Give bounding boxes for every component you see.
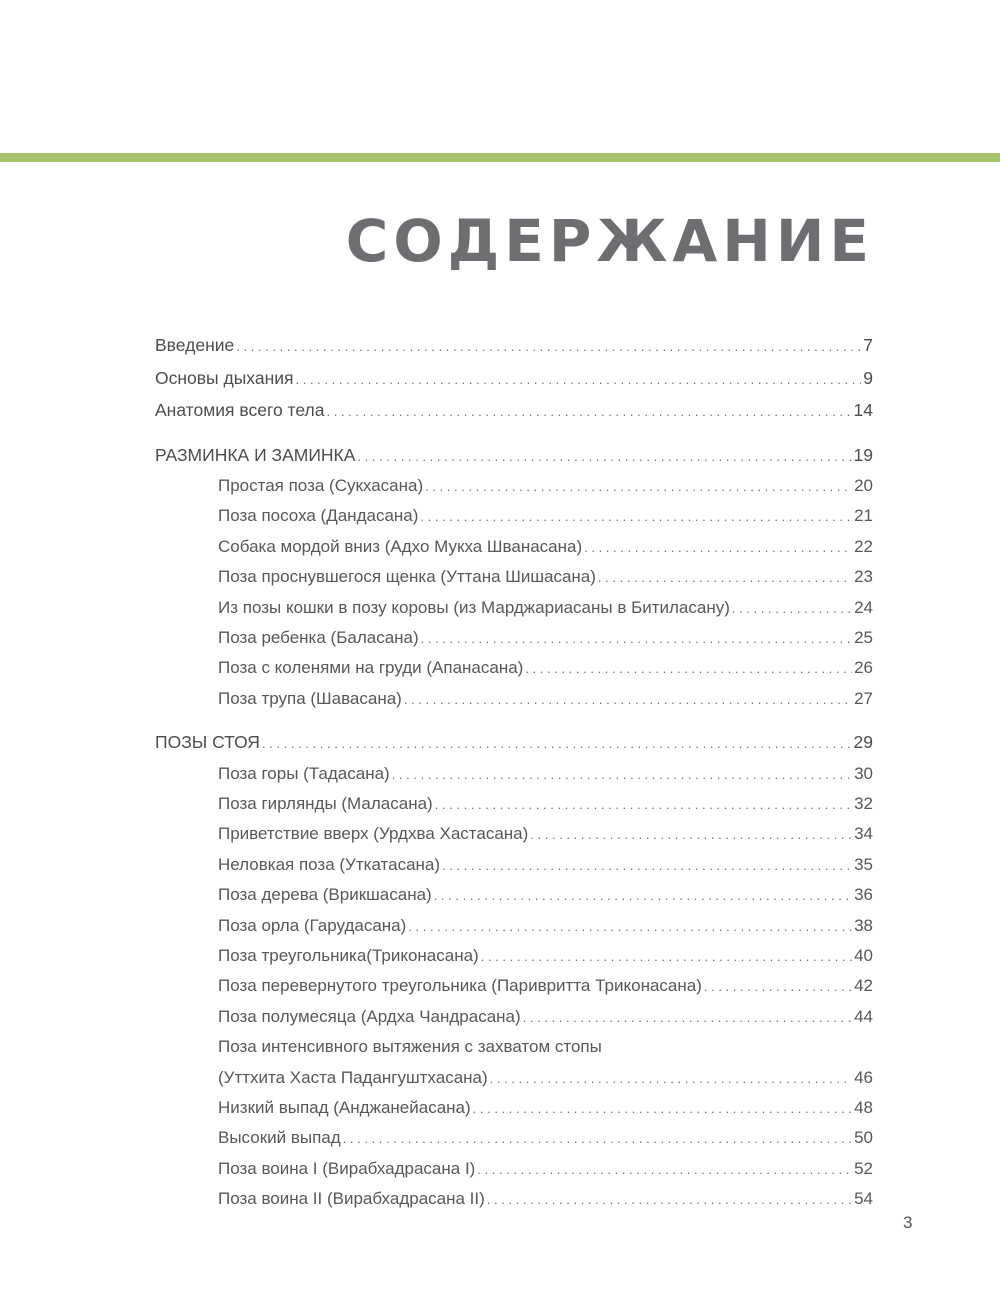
toc-entry-label: Низкий выпад (Анджанейасана) (218, 1097, 471, 1117)
toc-entry[interactable] (155, 1123, 873, 1153)
header-accent-rule (0, 153, 1000, 162)
toc-section-entry[interactable] (155, 362, 873, 395)
toc-section-entry[interactable] (155, 726, 873, 759)
toc-entry-page: 54 (854, 1189, 873, 1209)
toc-entry-label: Поза перевернутого треугольника (Паривритта Триконасана) (218, 976, 702, 996)
toc-dot-leader (425, 471, 852, 502)
toc-entry-page: 32 (854, 794, 873, 814)
toc-dot-leader (404, 684, 852, 715)
toc-entry-label: Высокий выпад (218, 1128, 341, 1148)
toc-section (155, 329, 873, 427)
toc-entry-page: 46 (854, 1067, 873, 1087)
toc-entry[interactable] (155, 789, 873, 819)
toc-entry[interactable] (155, 759, 873, 789)
toc-dot-leader (481, 941, 852, 972)
toc-dot-leader (420, 501, 852, 532)
toc-dot-leader (343, 1123, 852, 1154)
toc-entry-page: 21 (854, 506, 873, 526)
toc-entry-page: 7 (863, 335, 873, 355)
toc-dot-leader (408, 911, 852, 942)
toc-entry[interactable] (155, 623, 873, 653)
toc-section (155, 726, 873, 1214)
toc-entry-label: Поза орла (Гарудасана) (218, 915, 407, 935)
toc-entry[interactable] (155, 1002, 873, 1032)
toc-entry-page: 44 (854, 1006, 873, 1026)
toc-dot-leader (525, 653, 852, 684)
toc-entry-page: 35 (854, 854, 873, 874)
toc-entry-label: Поза полумесяца (Ардха Чандрасана) (218, 1006, 521, 1026)
toc-dot-leader (473, 1093, 852, 1124)
toc-dot-leader (434, 880, 852, 911)
toc-dot-leader (357, 439, 851, 474)
toc-entry-label: РАЗМИНКА И ЗАМИНКА (155, 444, 356, 465)
toc-entry-label: Анатомия всего тела (155, 400, 325, 420)
toc-entry-label: Собака мордой вниз (Адхо Мукха Шванасана) (218, 536, 583, 556)
toc-entry-page: 25 (854, 627, 873, 647)
toc-entry[interactable] (155, 819, 873, 849)
page-title: СОДЕРЖАНИЕ (345, 207, 874, 275)
toc-entry-page: 20 (854, 476, 873, 495)
table-of-contents (155, 329, 873, 1214)
page-number: 3 (903, 1213, 913, 1232)
toc-dot-leader (732, 593, 852, 624)
toc-entry-page: 19 (853, 444, 873, 465)
toc-section (155, 439, 873, 715)
toc-entry-label: Поза проснувшегося щенка (Уттана Шишасана) (218, 567, 596, 587)
toc-entry-label: Приветствие вверх (Урдхва Хастасана) (218, 824, 529, 844)
toc-entry-label: Поза трупа (Шавасана) (218, 688, 402, 708)
toc-entry-page: 14 (853, 400, 873, 420)
toc-entry-page: 9 (863, 367, 873, 388)
toc-dot-leader (296, 362, 862, 397)
toc-entry-page: 22 (854, 536, 873, 556)
toc-entry[interactable] (155, 1032, 873, 1062)
toc-dot-leader (442, 850, 852, 881)
toc-entry-label: Поза горы (Тадасана) (218, 763, 390, 783)
toc-entry[interactable] (155, 880, 873, 910)
toc-entry[interactable] (155, 850, 873, 880)
toc-entry-page: 24 (854, 597, 873, 617)
toc-entry-label: Поза посоха (Дандасана) (218, 506, 419, 526)
toc-entry-page: 40 (854, 945, 873, 965)
toc-entry[interactable] (155, 971, 873, 1001)
toc-section-entry[interactable] (155, 329, 873, 362)
toc-entry-page: 50 (854, 1128, 873, 1148)
toc-dot-leader (490, 1063, 852, 1094)
toc-entry-label: Простая поза (Сукхасана) (218, 476, 424, 495)
toc-entry-label: Из позы кошки в позу коровы (из Марджариасаны в Битиласану) (218, 597, 730, 617)
toc-entry-page: 34 (854, 824, 873, 844)
toc-entry[interactable] (155, 911, 873, 941)
toc-entry[interactable] (155, 501, 873, 531)
toc-dot-leader (326, 394, 851, 429)
toc-dot-leader (236, 329, 861, 364)
toc-entry[interactable] (155, 1063, 873, 1093)
toc-entry-label: Поза воина I (Вирабхадрасана I) (218, 1158, 476, 1178)
toc-entry[interactable] (155, 684, 873, 714)
toc-entry-page: 27 (854, 688, 873, 708)
toc-entry[interactable] (155, 653, 873, 683)
toc-entry-page: 52 (854, 1158, 873, 1178)
toc-entry-label: Поза дерева (Врикшасана) (218, 885, 432, 905)
toc-entry-page: 23 (854, 567, 873, 587)
toc-entry-label: ПОЗЫ СТОЯ (155, 732, 260, 753)
toc-dot-leader (523, 1002, 852, 1033)
toc-entry-page: 36 (854, 885, 873, 905)
toc-dot-leader (704, 971, 852, 1002)
toc-entry-label: Основы дыхания (155, 367, 294, 388)
toc-entry-label: Поза гирлянды (Маласана) (218, 794, 433, 814)
toc-dot-leader (598, 562, 852, 593)
toc-entry[interactable] (155, 1093, 873, 1123)
toc-entry-label: (Уттхита Хаста Падангуштхасана) (218, 1067, 488, 1087)
toc-dot-leader (487, 1184, 852, 1215)
toc-dot-leader (421, 623, 852, 654)
toc-entry-page: 38 (854, 915, 873, 935)
toc-dot-leader (435, 789, 852, 820)
toc-entry-label: Поза ребенка (Баласана) (218, 627, 419, 647)
toc-entry-page: 42 (854, 976, 873, 996)
toc-entry-page: 29 (853, 732, 873, 753)
toc-entry[interactable] (155, 1184, 873, 1214)
toc-entry-label: Введение (155, 335, 235, 355)
toc-entry[interactable] (155, 562, 873, 592)
toc-dot-leader (392, 759, 852, 790)
toc-entry-label: Поза треугольника(Триконасана) (218, 945, 479, 965)
toc-section-entry[interactable] (155, 439, 873, 472)
toc-entry[interactable] (155, 471, 873, 501)
toc-entry[interactable] (155, 1154, 873, 1184)
toc-entry-page: 48 (854, 1097, 873, 1117)
toc-entry-label: Неловкая поза (Уткатасана) (218, 854, 441, 874)
toc-entry[interactable] (155, 593, 873, 623)
toc-dot-leader (262, 726, 852, 761)
toc-section-entry[interactable] (155, 394, 873, 427)
toc-entry[interactable] (155, 532, 873, 562)
toc-dot-leader (584, 532, 852, 563)
toc-entry-page: 26 (854, 658, 873, 678)
toc-entry-label: Поза с коленями на груди (Апанасана) (218, 658, 524, 678)
toc-dot-leader (530, 819, 852, 850)
toc-entry[interactable] (155, 941, 873, 971)
toc-entry-label: Поза воина II (Вирабхадрасана II) (218, 1189, 485, 1209)
toc-dot-leader (477, 1154, 852, 1185)
toc-entry-page: 30 (854, 763, 873, 783)
toc-entry-label: Поза интенсивного вытяжения с захватом стопы (218, 1037, 602, 1057)
